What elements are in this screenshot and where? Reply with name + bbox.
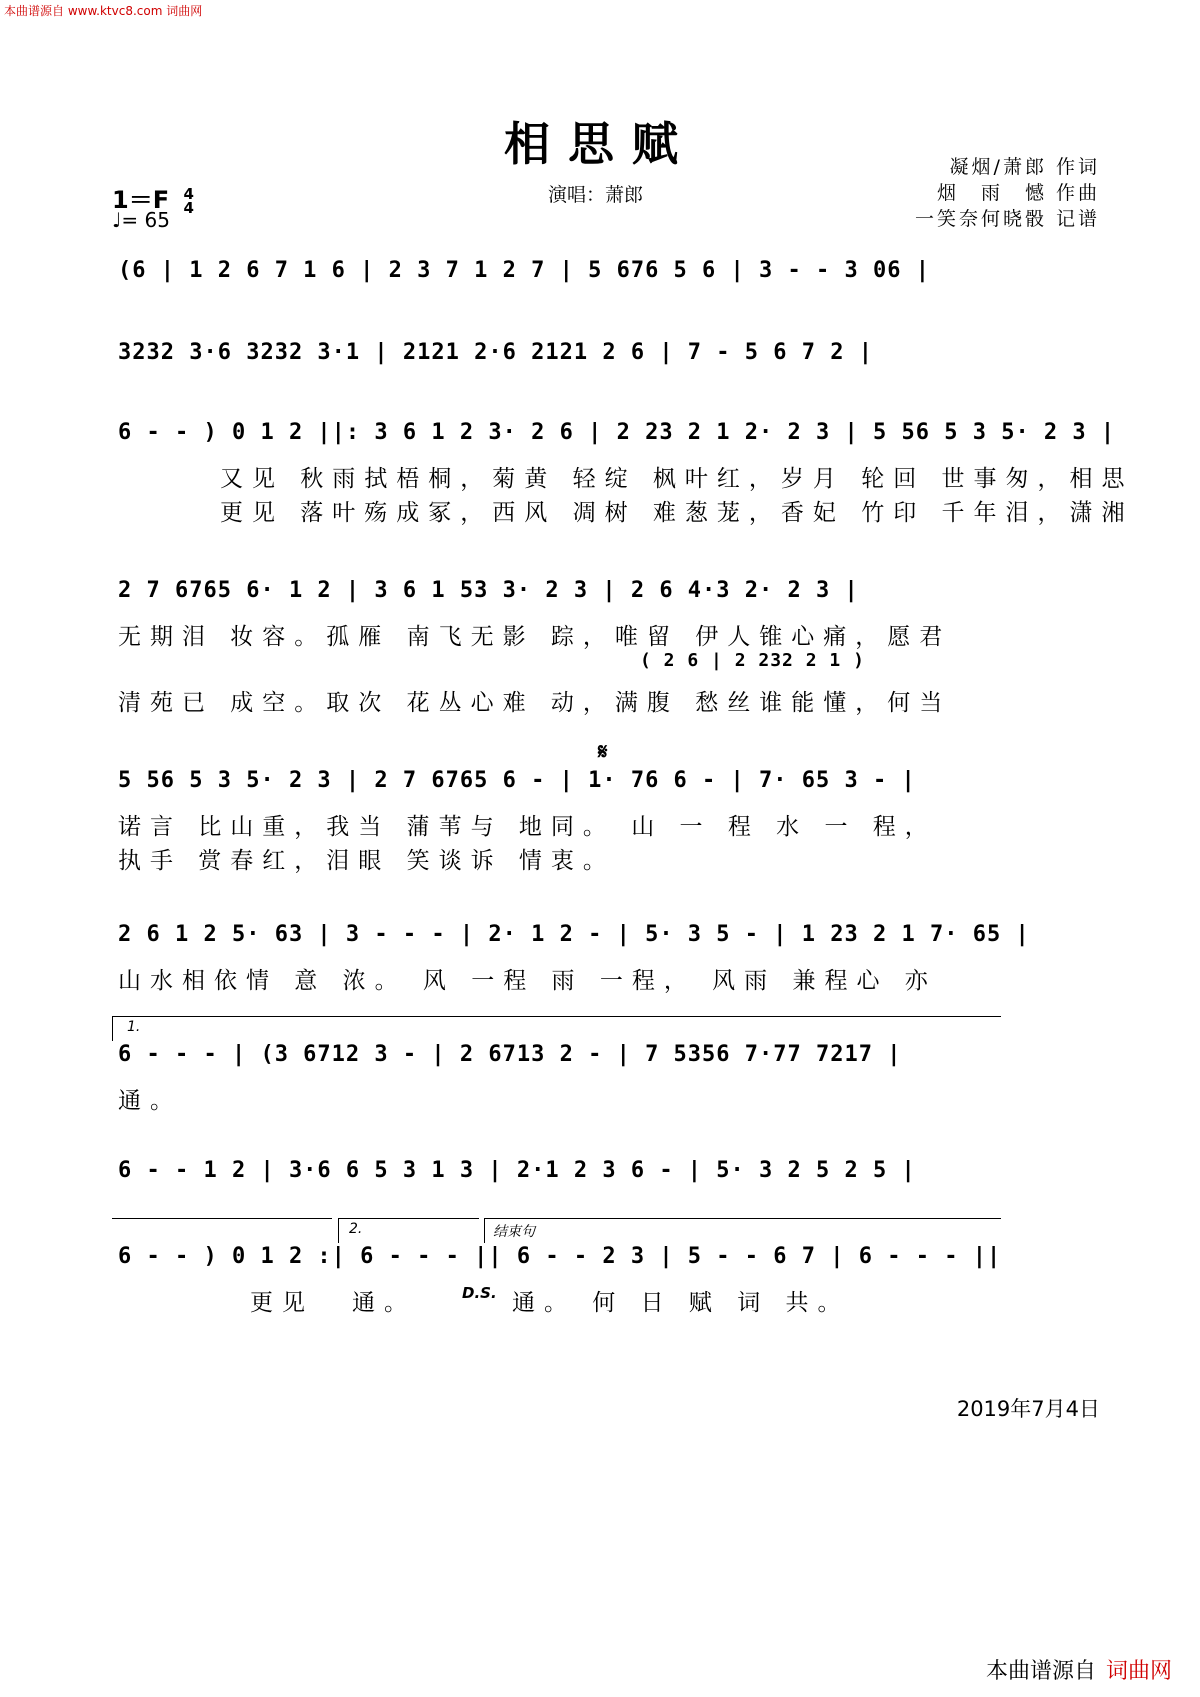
time-denominator: 4 xyxy=(183,199,194,217)
singer-credit: 演唱：萧郎 xyxy=(548,184,644,206)
key-label: 1＝F xyxy=(112,186,170,214)
dal-segno-mark: D.S. xyxy=(462,1284,497,1302)
score-row-1: (6 | 1 2 6 7 1 6 | 2 3 7 1 2 7 | 5 676 5 6 | 3 - - 3 06 | xyxy=(118,258,930,283)
time-signature xyxy=(183,187,193,215)
lyric-verse2-line2: 清苑已 成空。取次 花丛心难 动，满腹 愁丝谁能懂，何当 xyxy=(118,690,952,716)
score-row-9: 6 - - ) 0 1 2 :| 6 - - - || 6 - - 2 3 | 5 - - 6 7 | 6 - - - || xyxy=(118,1244,1002,1269)
transcriber-credit: 一笑奈何晓骰 记谱 xyxy=(914,208,1100,230)
score-row-7: 6 - - - | (3 6712 3 - | 2 6713 2 - | 7 5356 7·77 7217 | xyxy=(118,1042,902,1067)
alternate-notes: ( 2 6 | 2 232 2 1 ) xyxy=(640,650,865,671)
tempo-marking: ♩= 65 xyxy=(112,208,170,232)
volta-2-label: 2. xyxy=(349,1221,363,1237)
lyric-verse1-line1: 又见 秋雨拭梧桐，菊黄 轻绽 枫叶红，岁月 轮回 世事匆，相思 xyxy=(220,466,1134,492)
lyric-verse1-line3: 诺言 比山重，我当 蒲苇与 地同。 山 一 程 水 一 程， xyxy=(118,814,937,840)
volta-bracket-1 xyxy=(112,1016,1001,1041)
score-row-2: 3232 3·6 3232 3·1 | 2121 2·6 2121 2 6 | 7 - 5 6 7 2 | xyxy=(118,340,873,365)
coda-label: 结束句 xyxy=(493,1224,535,1240)
score-row-5: 5 56 5 3 5· 2 3 | 2 7 6765 6 - | 1· 76 6 - | 7· 65 3 - | xyxy=(118,768,916,793)
lyric-line6-a: 更见 xyxy=(250,1290,314,1316)
score-row-4: 2 7 6765 6· 1 2 | 3 6 1 53 3· 2 3 | 2 6 4·3 2· 2 3 | xyxy=(118,578,859,603)
composer-credit: 烟 雨 憾 作曲 xyxy=(936,182,1100,204)
bottom-watermark-site: 词曲网 xyxy=(1105,1659,1172,1684)
lyric-line6-c: 通。 何 日 赋 词 共。 xyxy=(512,1290,850,1316)
volta-1-continuation xyxy=(112,1218,332,1219)
lyric-line5: 通。 xyxy=(118,1088,182,1114)
lyric-verse2-line1: 更见 落叶殇成冢，西风 凋树 难葱茏，香妃 竹印 千年泪，潇湘 xyxy=(220,500,1134,526)
volta-1-label: 1. xyxy=(127,1019,141,1035)
lyric-verse1-line2: 无期泪 妆容。孤雁 南飞无影 踪，唯留 伊人锥心痛，愿君 xyxy=(118,624,952,650)
song-title: 相思赋 xyxy=(504,117,696,171)
segno-sign: 𝄋 xyxy=(598,740,608,765)
lyric-line4: 山水相依情 意 浓。 风 一程 雨 一程， 风雨 兼程心 亦 xyxy=(118,968,937,994)
score-row-6: 2 6 1 2 5· 63 | 3 - - - | 2· 1 2 - | 5· 3 5 - | 1 23 2 1 7· 65 | xyxy=(118,922,1030,947)
score-row-3: 6 - - ) 0 1 2 ||: 3 6 1 2 3· 2 6 | 2 23 2 1 2· 2 3 | 5 56 5 3 5· 2 3 | xyxy=(118,420,1116,445)
lyric-verse2-line3: 执手 赏春红，泪眼 笑谈诉 情衷。 xyxy=(118,848,615,874)
lyric-line6-b: 通。 xyxy=(352,1290,416,1316)
score-date: 2019年7月4日 xyxy=(956,1397,1100,1421)
bottom-watermark-text: 本曲谱源自 xyxy=(985,1659,1096,1684)
score-row-8: 6 - - 1 2 | 3·6 6 5 3 1 3 | 2·1 2 3 6 - | 5· 3 2 5 2 5 | xyxy=(118,1158,916,1183)
source-watermark-bottom xyxy=(986,1654,1172,1685)
lyricist-credit: 凝烟/萧郎 作词 xyxy=(949,156,1100,178)
source-watermark-top: 本曲谱源自 www.ktvc8.com 词曲网 xyxy=(4,4,203,18)
volta-bracket-2 xyxy=(338,1218,479,1243)
coda-bracket xyxy=(484,1218,1001,1243)
time-numerator: 4 xyxy=(183,185,194,203)
